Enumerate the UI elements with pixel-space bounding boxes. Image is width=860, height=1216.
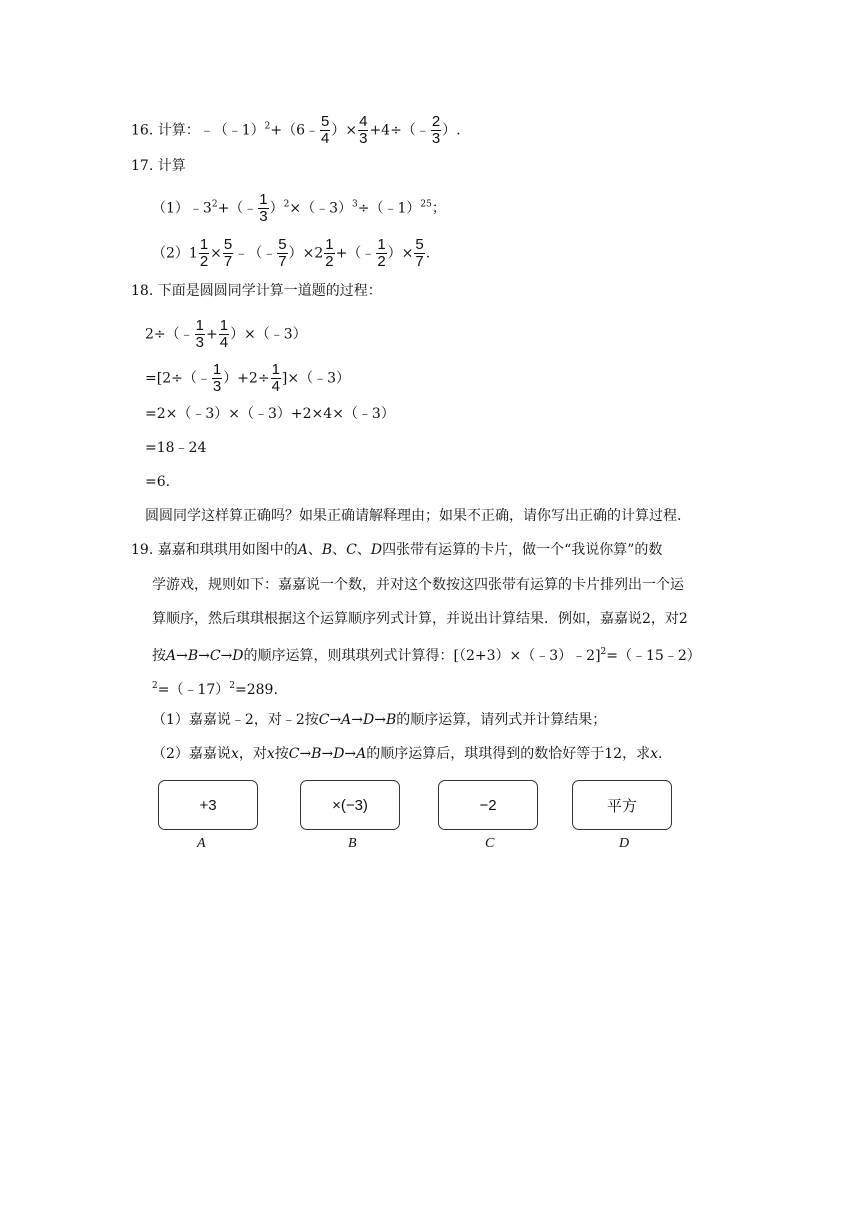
fraction: $\frac{1}{4}$	[219, 317, 229, 351]
card-d	[572, 780, 672, 830]
question-19-line-5: $^2$=（﹣17）$^2$=289.	[152, 681, 278, 698]
fraction: $\frac{1}{4}$	[271, 361, 280, 395]
card-a-label: A	[197, 836, 206, 851]
fraction: $\frac{5}{7}$	[223, 236, 233, 270]
q18-line-4: =18﹣24	[145, 440, 207, 456]
q18-line-1: 2÷（﹣ $\frac{1}{3}$ + $\frac{1}{4}$ ）×（﹣3）	[145, 317, 307, 351]
fraction: $\frac{1}{2}$	[199, 236, 209, 270]
fraction: $\frac{2}{3}$	[431, 113, 441, 147]
question-19-line-1: 19. 嘉嘉和琪琪用如图中的A、B、C、D四张带有运算的卡片，做一个“我说你算”的数	[131, 542, 663, 558]
fraction: $\frac{5}{7}$	[278, 236, 287, 270]
question-number: 17.	[131, 158, 154, 174]
question-19-sub-2: （2）嘉嘉说x，对x按C→B→D→A的顺序运算后，琪琪得到的数恰好等于12，求x.	[152, 746, 663, 762]
card-b	[300, 780, 400, 830]
fraction: $\frac{1}{2}$	[325, 236, 334, 270]
question-19-line-4: 按A→B→C→D的顺序运算，则琪琪列式计算得：[（2+3）×（﹣3）﹣2]$^2$=（﹣15﹣2）	[152, 647, 701, 664]
card-b-text: ×(−3)	[332, 796, 368, 814]
fraction: $\frac{1}{3}$	[212, 361, 222, 395]
card-b-label: B	[348, 836, 357, 851]
q18-line-2: =[2÷（﹣ $\frac{1}{3}$ ）+2÷ $\frac{1}{4}$ ]×（﹣3）	[145, 361, 351, 395]
question-number: 18.	[131, 283, 154, 299]
fraction: $\frac{1}{3}$	[259, 191, 268, 225]
question-17-part-2: （2）1 $\frac{1}{2}$ × $\frac{5}{7}$ ﹣（﹣ $\frac{5}{7}$ ）×2 $\frac{1}{2}$ +（﹣ $\frac{1}{2}$ ）× $\frac{5}{7}$ .	[152, 236, 431, 270]
question-19-line-3: 算顺序，然后琪琪根据这个运算顺序列式计算，并说出计算结果．例如，嘉嘉说2，对2	[152, 611, 688, 627]
card-d-text: 平方	[606, 797, 637, 815]
card-a-text: +3	[199, 796, 217, 814]
question-16: 16. 计算：﹣（﹣1）$^2$+（6﹣ $\frac{5}{4}$ ）× $\frac{4}{3}$ +4÷（﹣ $\frac{2}{3}$ ）.	[131, 113, 461, 147]
fraction: $\frac{1}{3}$	[195, 317, 204, 351]
card-a	[158, 780, 258, 830]
question-17-part-1: $(1)﹣3^2+(﹣$ $\frac{1}{3}$ ）$^2$×（﹣3）$^3$÷（﹣1）$^{25}$；	[152, 191, 446, 225]
fraction: $\frac{5}{7}$	[415, 236, 424, 270]
q18-question: 圆圆同学这样算正确吗？如果正确请解释理由；如果不正确，请你写出正确的计算过程.	[145, 508, 682, 524]
question-number: 16.	[131, 122, 154, 139]
question-17-title: 17. 计算	[131, 158, 186, 174]
q18-line-5: =6.	[145, 474, 171, 490]
fraction: $\frac{5}{4}$	[321, 113, 330, 147]
card-c	[438, 780, 538, 830]
fraction: $\frac{4}{3}$	[359, 113, 368, 147]
question-19-line-2: 学游戏，规则如下：嘉嘉说一个数，并对这个数按这四张带有运算的卡片排列出一个运	[152, 577, 684, 593]
question-number: 19.	[131, 542, 154, 558]
question-18-title: 18. 下面是圆圆同学计算一道题的过程：	[131, 283, 382, 299]
question-19-sub-1: （1）嘉嘉说﹣2，对﹣2按C→A→D→B的顺序运算，请列式并计算结果；	[152, 712, 607, 728]
fraction: $\frac{1}{2}$	[377, 236, 386, 270]
card-d-label: D	[619, 836, 630, 851]
card-c-text: −2	[479, 796, 497, 814]
q18-line-3: =2×（﹣3）×（﹣3）+2×4×（﹣3）	[145, 406, 395, 422]
card-c-label: C	[485, 836, 495, 851]
